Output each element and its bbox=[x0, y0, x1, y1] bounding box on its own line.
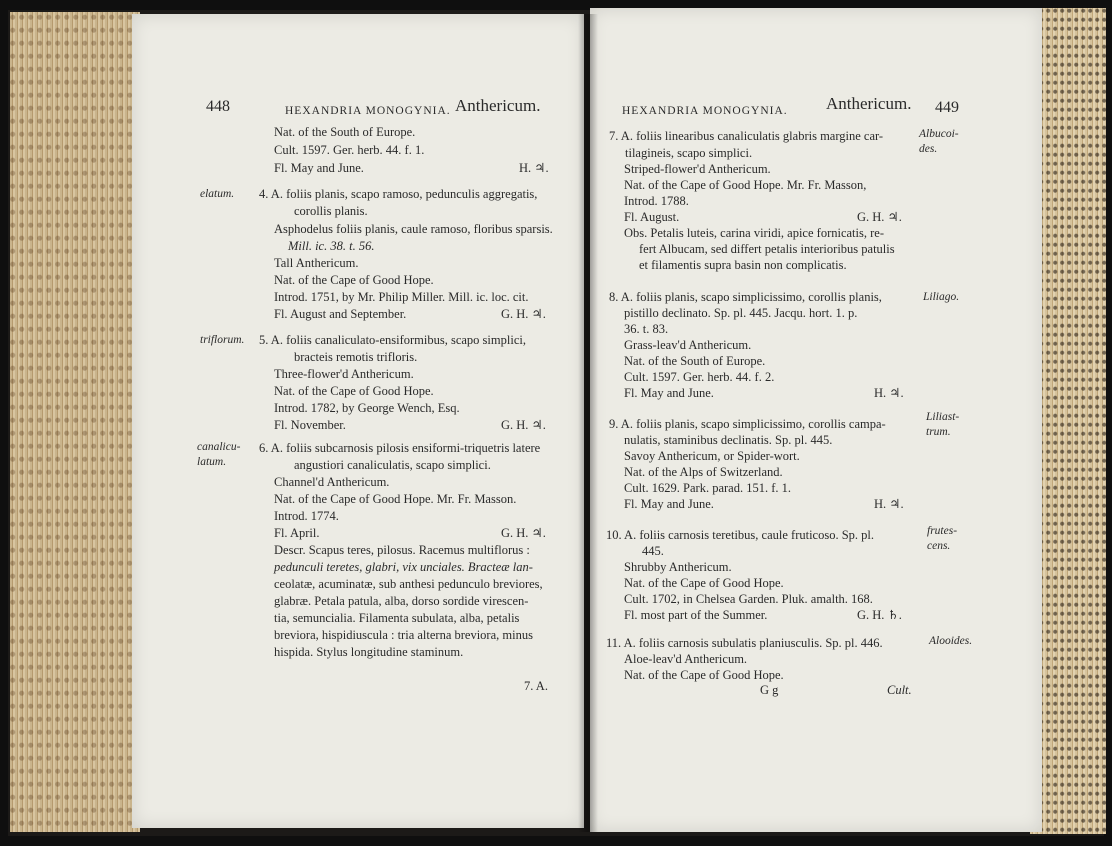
text-line: Nat. of the South of Europe. bbox=[274, 125, 416, 139]
description-line: Descr. Scapus teres, pilosus. Racemus multiflorus : bbox=[274, 543, 530, 557]
text-line: Mill. ic. 38. t. 56. bbox=[288, 239, 375, 253]
text-line: Three-flower'd Anthericum. bbox=[274, 367, 414, 381]
running-header-genus: Anthericum. bbox=[455, 96, 541, 115]
text-line: H. ♃. bbox=[874, 497, 904, 511]
text-line: Fl. May and June. bbox=[624, 386, 714, 400]
description-line: pedunculi teretes, glabri, vix unciales. Bracteæ lan- bbox=[274, 560, 533, 574]
signature-mark: G g bbox=[760, 683, 779, 697]
text-line: G. H. ♃. bbox=[501, 418, 546, 432]
margin-name: Albucoi- bbox=[919, 128, 959, 140]
text-line: H. ♃. bbox=[519, 161, 549, 175]
text-line: Introd. 1782, by George Wench, Esq. bbox=[274, 401, 460, 415]
text-line: Nat. of the Alps of Switzerland. bbox=[624, 465, 783, 479]
description-line: breviora, hispidiuscula : tria alterna breviora, minus bbox=[274, 628, 533, 642]
text-line: 8. A. foliis planis, scapo simplicissimo, corollis planis, bbox=[609, 290, 882, 304]
text-line: G. H. ♄. bbox=[857, 608, 902, 622]
text-line: Striped-flower'd Anthericum. bbox=[624, 162, 771, 176]
description-line: tia, semuncialia. Filamenta subulata, alba, petalis bbox=[274, 611, 520, 625]
text-line: G. H. ♃. bbox=[857, 210, 902, 224]
text-line: Fl. May and June. bbox=[274, 161, 364, 175]
text-line: Tall Anthericum. bbox=[274, 256, 359, 270]
text-line: bracteis remotis trifloris. bbox=[294, 350, 418, 364]
text-line: Fl. November. bbox=[274, 418, 346, 432]
text-line: 6. A. foliis subcarnosis pilosis ensiformi-triquetris latere bbox=[259, 441, 541, 455]
margin-name: frutes- bbox=[927, 525, 958, 537]
text-line: Nat. of the Cape of Good Hope. bbox=[274, 384, 434, 398]
text-line: Introd. 1774. bbox=[274, 509, 339, 523]
text-line: Fl. August and September. bbox=[274, 307, 407, 321]
gutter-shadow bbox=[578, 14, 598, 832]
running-header: HEXANDRIA MONOGYNIA. bbox=[622, 105, 788, 117]
margin-name: cens. bbox=[927, 540, 951, 552]
margin-name: trum. bbox=[926, 426, 951, 438]
text-line: 5. A. foliis canaliculato-ensiformibus, scapo simplici, bbox=[259, 333, 526, 347]
text-line: Nat. of the Cape of Good Hope. bbox=[274, 273, 434, 287]
text-line: Introd. 1751, by Mr. Philip Miller. Mill. ic. loc. cit. bbox=[274, 290, 529, 304]
text-line: Nat. of the Cape of Good Hope. bbox=[624, 576, 784, 590]
left-page-edges bbox=[10, 12, 140, 832]
text-line: 11. A. foliis carnosis subulatis planiusculis. Sp. pl. 446. bbox=[606, 636, 883, 650]
margin-name: latum. bbox=[197, 456, 227, 468]
text-line: nulatis, staminibus declinatis. Sp. pl. 445. bbox=[624, 433, 833, 447]
observation-line: fert Albucam, sed differt petalis interioribus patulis bbox=[639, 242, 895, 256]
text-line: angustiori canaliculatis, scapo simplici. bbox=[294, 458, 491, 472]
margin-name: Alooides. bbox=[929, 635, 973, 647]
text-line: Fl. May and June. bbox=[624, 497, 714, 511]
margin-name: elatum. bbox=[200, 188, 235, 200]
text-line: Cult. 1702, in Chelsea Garden. Pluk. amalth. 168. bbox=[624, 592, 873, 606]
text-line: 10. A. foliis carnosis teretibus, caule fruticoso. Sp. pl. bbox=[606, 528, 875, 542]
text-line: Fl. April. bbox=[274, 526, 320, 540]
page-number: 448 bbox=[206, 98, 230, 115]
catchword: Cult. bbox=[887, 683, 912, 697]
text-line: Grass-leav'd Anthericum. bbox=[624, 338, 752, 352]
text-line: Fl. August. bbox=[624, 210, 680, 224]
margin-name: triflorum. bbox=[200, 334, 245, 346]
margin-name: Liliast- bbox=[926, 411, 960, 423]
text-line: 445. bbox=[642, 544, 664, 558]
description-line: glabræ. Petala patula, alba, dorso sordide virescen- bbox=[274, 594, 529, 608]
text-line: H. ♃. bbox=[874, 386, 904, 400]
text-line: Nat. of the Cape of Good Hope. Mr. Fr. Masson. bbox=[274, 492, 517, 506]
text-line: 9. A. foliis planis, scapo simplicissimo, corollis campa- bbox=[609, 417, 886, 431]
text-line: G. H. ♃. bbox=[501, 307, 546, 321]
text-line: Savoy Anthericum, or Spider-wort. bbox=[624, 449, 800, 463]
text-line: 4. A. foliis planis, scapo ramoso, pedunculis aggregatis, bbox=[259, 187, 538, 201]
text-line: Introd. 1788. bbox=[624, 194, 689, 208]
text-line: Nat. of the South of Europe. bbox=[624, 354, 766, 368]
description-line: ceolatæ, acuminatæ, sub anthesi pedunculo breviores, bbox=[274, 577, 543, 591]
text-line: G. H. ♃. bbox=[501, 526, 546, 540]
page-number: 449 bbox=[935, 99, 959, 116]
text-line: pistillo declinato. Sp. pl. 445. Jacqu. hort. 1. p. bbox=[624, 306, 858, 320]
description-line: hispida. Stylus longitudine staminum. bbox=[274, 645, 464, 659]
text-line: Cult. 1597. Ger. herb. 44. f. 2. bbox=[624, 370, 775, 384]
observation-line: Obs. Petalis luteis, carina viridi, apice fornicatis, re- bbox=[624, 226, 884, 240]
text-line: Shrubby Anthericum. bbox=[624, 560, 732, 574]
text-line: Nat. of the Cape of Good Hope. bbox=[624, 668, 784, 682]
text-line: Aloe-leav'd Anthericum. bbox=[624, 652, 748, 666]
text-line: corollis planis. bbox=[294, 204, 368, 218]
text-line: tilagineis, scapo simplici. bbox=[625, 146, 753, 160]
text-line: Channel'd Anthericum. bbox=[274, 475, 390, 489]
margin-name: Liliago. bbox=[923, 291, 960, 303]
text-line: Asphodelus foliis planis, caule ramoso, floribus sparsis. bbox=[274, 222, 553, 236]
margin-name: des. bbox=[919, 143, 938, 155]
running-header-genus: Anthericum. bbox=[826, 94, 912, 113]
text-line: Nat. of the Cape of Good Hope. Mr. Fr. Masson, bbox=[624, 178, 867, 192]
text-line: 7. A. foliis linearibus canaliculatis glabris margine car- bbox=[609, 129, 884, 143]
observation-line: et filamentis supra basin non complicatis. bbox=[639, 258, 847, 272]
text-line: 36. t. 83. bbox=[624, 322, 669, 336]
text-line: Fl. most part of the Summer. bbox=[624, 608, 768, 622]
text-line: Cult. 1597. Ger. herb. 44. f. 1. bbox=[274, 143, 425, 157]
text-line: Cult. 1629. Park. parad. 151. f. 1. bbox=[624, 481, 791, 495]
running-header: HEXANDRIA MONOGYNIA. bbox=[285, 105, 451, 117]
margin-name: canalicu- bbox=[197, 441, 241, 453]
catchword: 7. A. bbox=[524, 679, 548, 693]
